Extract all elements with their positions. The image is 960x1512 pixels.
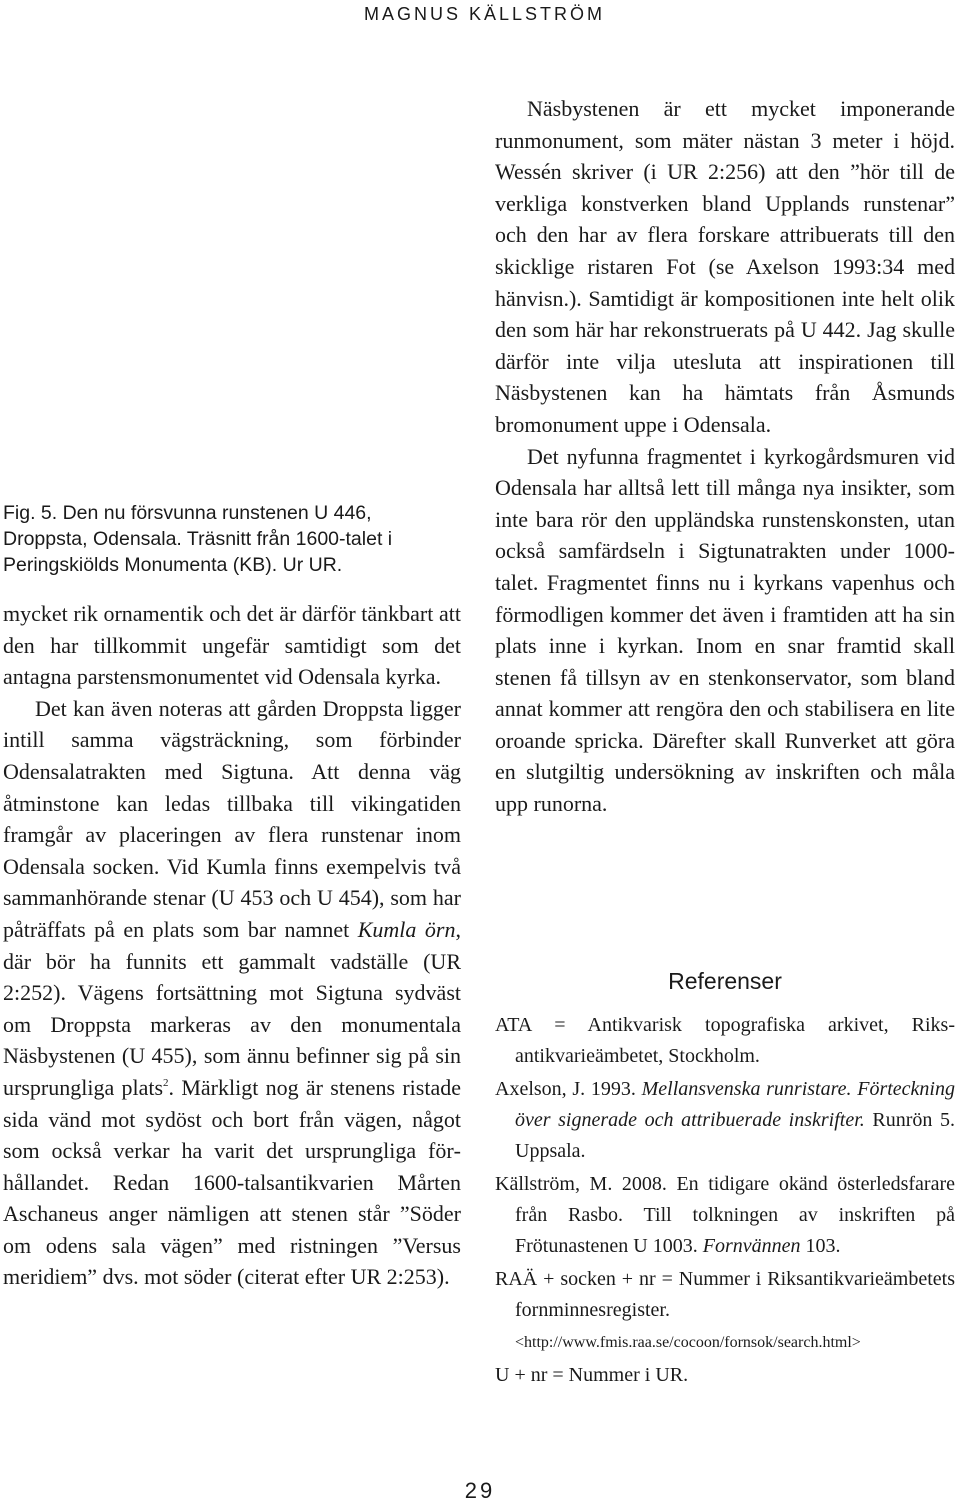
- reference-entry: [495, 1264, 955, 1358]
- references-list: [495, 1010, 955, 1393]
- right-column: [495, 93, 955, 820]
- reference-title: Mellansvenska runristare. Förteckning över signerade och attribuerade inskrifter.: [515, 1078, 955, 1131]
- reference-text: Källström, M. 2008. En tidigare okänd österledsfarare från Rasbo. Till tolkningen av inskriften på Frötunastenen U 1003.: [495, 1173, 955, 1257]
- figure-caption: [3, 500, 443, 578]
- caption-line: Fig. 5. Den nu försvunna runstenen U 446,: [3, 502, 372, 524]
- caption-line: Droppsta, Odensala. Träsnitt från 1600-talet i: [3, 528, 393, 550]
- left-column: [3, 598, 461, 1293]
- caption-line: Peringskiölds Monumenta (KB). Ur UR.: [3, 554, 343, 576]
- reference-url[interactable]: <http://www.fmis.raa.se/cocoon/fornsok/search.html>: [515, 1334, 861, 1351]
- reference-text: Axelson, J. 1993.: [495, 1078, 642, 1100]
- paragraph-text: Det kan även noteras att gården Droppsta ligger intill samma vägsträckning, som förbinder Odensalatrakten med Sigtuna. Att denna väg åtminstone kan ledas tillbaka till vikingatiden framgår av placeringen av flera runstenar inom Odensala socken. Vid Kumla finns exempelvis två sammanhörande stenar (U 453 och U 454), som har påträffats på en plats som bar namnet: [3, 695, 461, 942]
- reference-text: 103.: [800, 1235, 841, 1257]
- author-name: MAGNUS KÄLLSTRÖM: [363, 4, 605, 24]
- place-name: Kumla örn: [357, 916, 456, 942]
- reference-entry: U + nr = Nummer i UR.: [495, 1364, 689, 1386]
- paragraph: Det nyfunna fragmentet i kyrkogårdsmuren vid Odensala har alltså lett till många nya insikter, som inte bara rör den uppländska runstenskonsten, utan också samfärdseln i Sigtunatrakten under 1000-talet. Fragmentet finns nu i kyrkans vapenhus och förmodligen kommer det även i framtiden att ha sin plats inne i kyrkan. Inom en snar framtid skall stenen få tillsyn av en stenkonservator, som bland annat kommer att rengöra den och stabilisera en lite oroande spricka. Därefter skall Runverket att göra en slutgiltig undersökning av inskriften och måla upp runorna.: [495, 443, 955, 817]
- paragraph-text: , där bör ha funnits ett gammalt vadställe (UR 2:252). Vägens fortsättning mot Sigtuna sydväst om Droppsta markeras av den monumentala Näsbystenen (U 455), som ännu befinner sig på sin ursprungliga plats: [3, 916, 461, 1100]
- footnote-marker[interactable]: 2: [163, 1076, 169, 1089]
- reference-text: Runrön 5. Uppsala.: [515, 1109, 955, 1162]
- paragraph-text: . Märkligt nog är stenens ristade sida vänd mot sydöst och bort från vägen, något som också verkar ha varit det ursprungliga förhållandet. Redan 1600-talsantikvarien Mårten Aschaneus anger nämligen att stenen står ”Söder om odens sala vägen” med ristningen ”Versus meridiem” dvs. mot söder (citerat efter UR 2:253).: [3, 1074, 461, 1290]
- reference-text: RAÄ + socken + nr = Nummer i Riksantikvarieämbetets fornminnesregister.: [495, 1268, 955, 1321]
- reference-entry: [495, 1169, 955, 1262]
- reference-journal: Fornvännen: [702, 1235, 801, 1257]
- paragraph: Näsbystenen är ett mycket imponerande runmonument, som mäter nästan 3 meter i höjd. Wessén skriver (i UR 2:256) att den ”hör till de verkliga konstverken bland Upplands runstenar” och den har av flera forskare attribuerats till den skicklige ristaren Fot (se Axelson 1993:34 med hänvisn.). Samtidigt är kompositionen inte helt olik den som här har rekonstruerats på U 442. Jag skulle därför inte vilja utesluta att inspirationen till Näsbystenen kan ha hämtats från Åsmunds bromonument uppe i Odensala.: [495, 96, 955, 437]
- page-number: 29: [464, 1478, 496, 1503]
- paragraph: [3, 693, 461, 1293]
- paragraph: mycket rik ornamentik och det är därför tänkbart att den har tillkommit ungefär samtidigt som det antagna parstensmonumentet vid Odensala kyrka.: [3, 601, 461, 690]
- references-heading: Referenser: [668, 968, 782, 994]
- reference-entry: [495, 1074, 955, 1167]
- reference-entry: ATA = Antikvarisk topografiska arkivet, Riksantikvarieämbetet, Stockholm.: [495, 1014, 955, 1067]
